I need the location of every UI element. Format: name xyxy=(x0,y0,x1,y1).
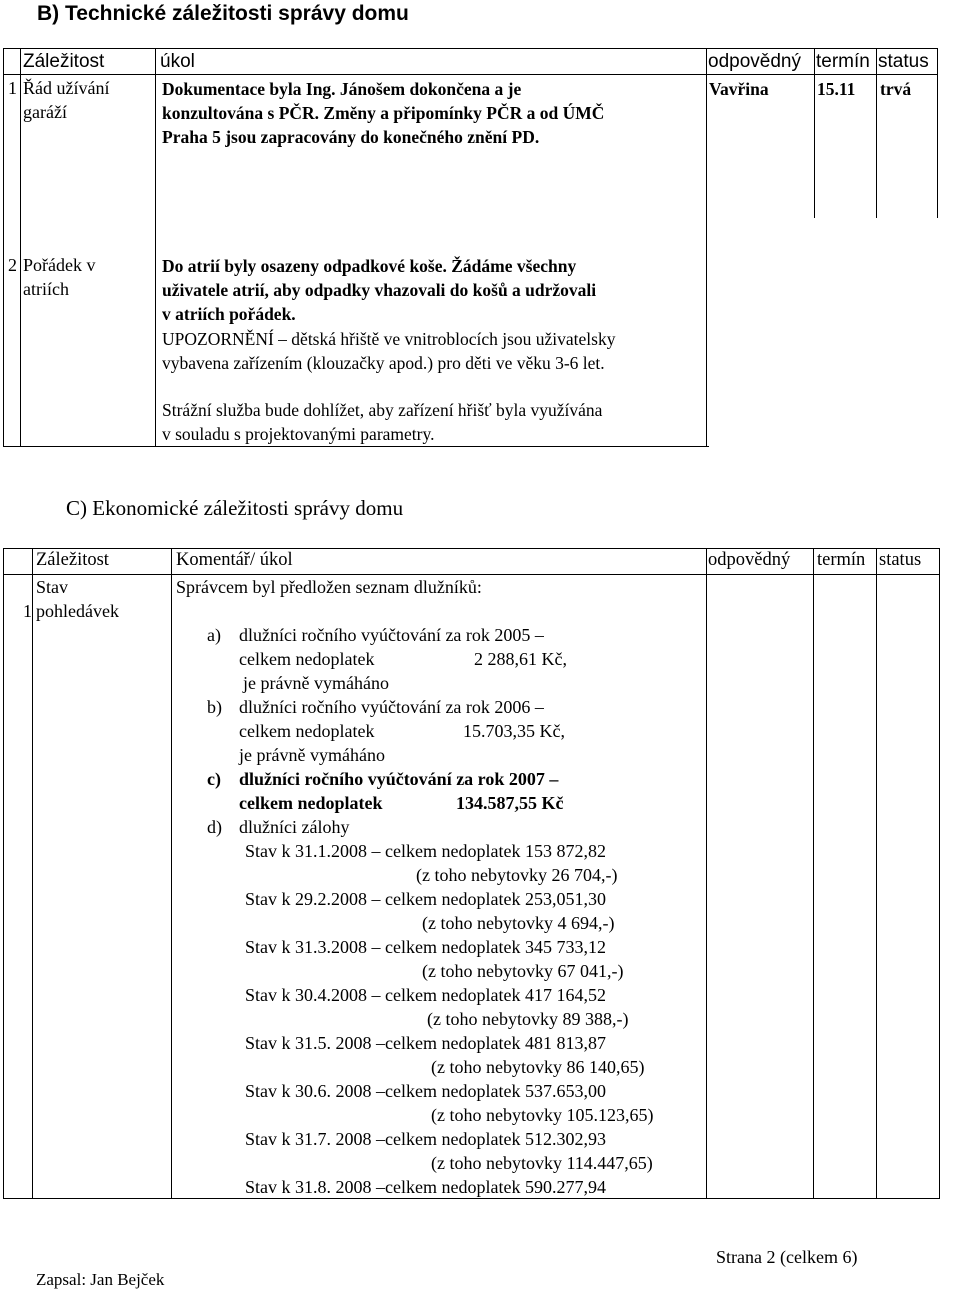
state-sub: (z toho nebytovky 89 388,-) xyxy=(427,1009,629,1029)
row-matter: Pořádek v xyxy=(23,255,96,275)
state-line: Stav k 29.2.2008 – celkem nedoplatek 253,051,30 xyxy=(245,889,606,909)
state-sub: (z toho nebytovky 114.447,65) xyxy=(431,1153,653,1173)
table-col-divider xyxy=(876,48,877,218)
table-col-divider xyxy=(32,548,33,1199)
table-col-divider xyxy=(876,548,877,1199)
item-text: celkem nedoplatek xyxy=(239,793,383,813)
row-note-text: vybavena zařízením (klouzačky apod.) pro děti ve věku 3-6 let. xyxy=(162,353,605,373)
col-header-deadline: termín xyxy=(816,51,870,72)
state-line: Stav k 31.5. 2008 –celkem nedoplatek 481 813,87 xyxy=(245,1033,606,1053)
row-task-text: uživatele atrií, aby odpadky vhazovali do košů a udržovali xyxy=(162,280,597,300)
state-line: Stav k 31.8. 2008 –celkem nedoplatek 590.277,94 xyxy=(245,1177,606,1197)
item-text: dlužníci zálohy xyxy=(239,817,350,837)
row-task-text: v atriích pořádek. xyxy=(162,304,296,324)
state-sub: (z toho nebytovky 105.123,65) xyxy=(431,1105,654,1125)
col-header-matter: Záležitost xyxy=(36,550,109,570)
table-col-divider xyxy=(813,548,814,1199)
row-task-text: Dokumentace byla Ing. Jánošem dokončena a je xyxy=(162,79,522,99)
table-border-top xyxy=(3,548,940,549)
state-sub: (z toho nebytovky 86 140,65) xyxy=(431,1057,645,1077)
item-text: celkem nedoplatek xyxy=(239,721,375,741)
row-matter: garáží xyxy=(23,102,67,122)
table-border-left xyxy=(3,48,4,447)
table-col-divider xyxy=(20,48,21,447)
row-task-text: Do atrií byly osazeny odpadkové koše. Žádáme všechny xyxy=(162,256,577,276)
item-label: c) xyxy=(207,769,221,789)
item-text: je právně vymáháno xyxy=(243,673,389,693)
table-border-right xyxy=(937,48,938,218)
col-header-matter: Záležitost xyxy=(23,51,105,72)
row-matter: pohledávek xyxy=(36,601,119,621)
item-label: d) xyxy=(207,817,222,837)
state-line: Stav k 30.6. 2008 –celkem nedoplatek 537.653,00 xyxy=(245,1081,606,1101)
table-border-bottom xyxy=(3,1198,940,1199)
page-number: Strana 2 (celkem 6) xyxy=(716,1247,858,1267)
item-amount: 15.703,35 Kč, xyxy=(463,721,565,741)
item-text: dlužníci ročního vyúčtování za rok 2006 – xyxy=(239,697,544,717)
state-sub: (z toho nebytovky 4 694,-) xyxy=(422,913,615,933)
row-deadline: 15.11 xyxy=(817,79,856,99)
table-col-divider xyxy=(171,548,172,1199)
item-text: dlužníci ročního vyúčtování za rok 2005 – xyxy=(239,625,544,645)
table-border-left xyxy=(3,548,4,1199)
state-line: Stav k 31.1.2008 – celkem nedoplatek 153 872,82 xyxy=(245,841,606,861)
col-header-responsible: odpovědný xyxy=(708,51,801,72)
state-sub: (z toho nebytovky 67 041,-) xyxy=(422,961,624,981)
table-border-top xyxy=(3,48,938,49)
row-guard-text: Strážní služba bude dohlížet, aby zařízení hřišť byla využívána xyxy=(162,400,603,420)
item-text: celkem nedoplatek xyxy=(239,649,375,669)
row-task-text: konzultována s PČR. Změny a připomínky PČR a od ÚMČ xyxy=(162,103,605,123)
row-number: 2 xyxy=(8,255,17,275)
row-matter: Stav xyxy=(36,577,69,597)
table-header-divider xyxy=(3,574,940,575)
col-header-task: úkol xyxy=(160,51,195,72)
table-col-divider xyxy=(155,48,156,447)
col-header-deadline: termín xyxy=(817,550,866,570)
table-border-right xyxy=(939,548,940,1199)
col-header-responsible: odpovědný xyxy=(708,550,791,570)
item-label: a) xyxy=(207,625,221,645)
item-label: b) xyxy=(207,697,222,717)
row-guard-text: v souladu s projektovanými parametry. xyxy=(162,424,435,444)
row-note-text: UPOZORNĚNÍ – dětská hřiště ve vnitroblocích jsou uživatelsky xyxy=(162,329,616,349)
section-b-title: B) Technické záležitosti správy domu xyxy=(37,2,409,25)
state-line: Stav k 30.4.2008 – celkem nedoplatek 417 164,52 xyxy=(245,985,606,1005)
row-responsible: Vavřina xyxy=(709,79,769,99)
col-header-comment: Komentář/ úkol xyxy=(176,550,293,570)
row-number: 1 xyxy=(8,78,17,98)
item-amount: 134.587,55 Kč xyxy=(456,793,564,813)
state-line: Stav k 31.7. 2008 –celkem nedoplatek 512.302,93 xyxy=(245,1129,606,1149)
table-col-divider xyxy=(706,48,707,447)
state-line: Stav k 31.3.2008 – celkem nedoplatek 345 733,12 xyxy=(245,937,606,957)
state-sub: (z toho nebytovky 26 704,-) xyxy=(416,865,618,885)
table-header-divider xyxy=(3,74,938,75)
col-header-status: status xyxy=(879,550,922,570)
table-border-bottom xyxy=(3,446,709,447)
col-header-status: status xyxy=(878,51,929,72)
debtors-intro: Správcem byl předložen seznam dlužníků: xyxy=(176,577,482,597)
table-col-divider xyxy=(706,548,707,1199)
row-matter: Řád užívání xyxy=(23,78,110,98)
item-amount: 2 288,61 Kč, xyxy=(474,649,567,669)
table-col-divider xyxy=(814,48,815,218)
row-number: 1 xyxy=(23,601,32,621)
row-task-text: Praha 5 jsou zapracovány do konečného znění PD. xyxy=(162,127,540,147)
row-status: trvá xyxy=(880,79,912,99)
item-text: je právně vymáháno xyxy=(239,745,385,765)
section-c-title: C) Ekonomické záležitosti správy domu xyxy=(66,496,404,520)
item-text: dlužníci ročního vyúčtování za rok 2007 – xyxy=(239,769,559,789)
row-matter: atriích xyxy=(23,279,69,299)
author-note: Zapsal: Jan Bejček xyxy=(36,1270,165,1289)
